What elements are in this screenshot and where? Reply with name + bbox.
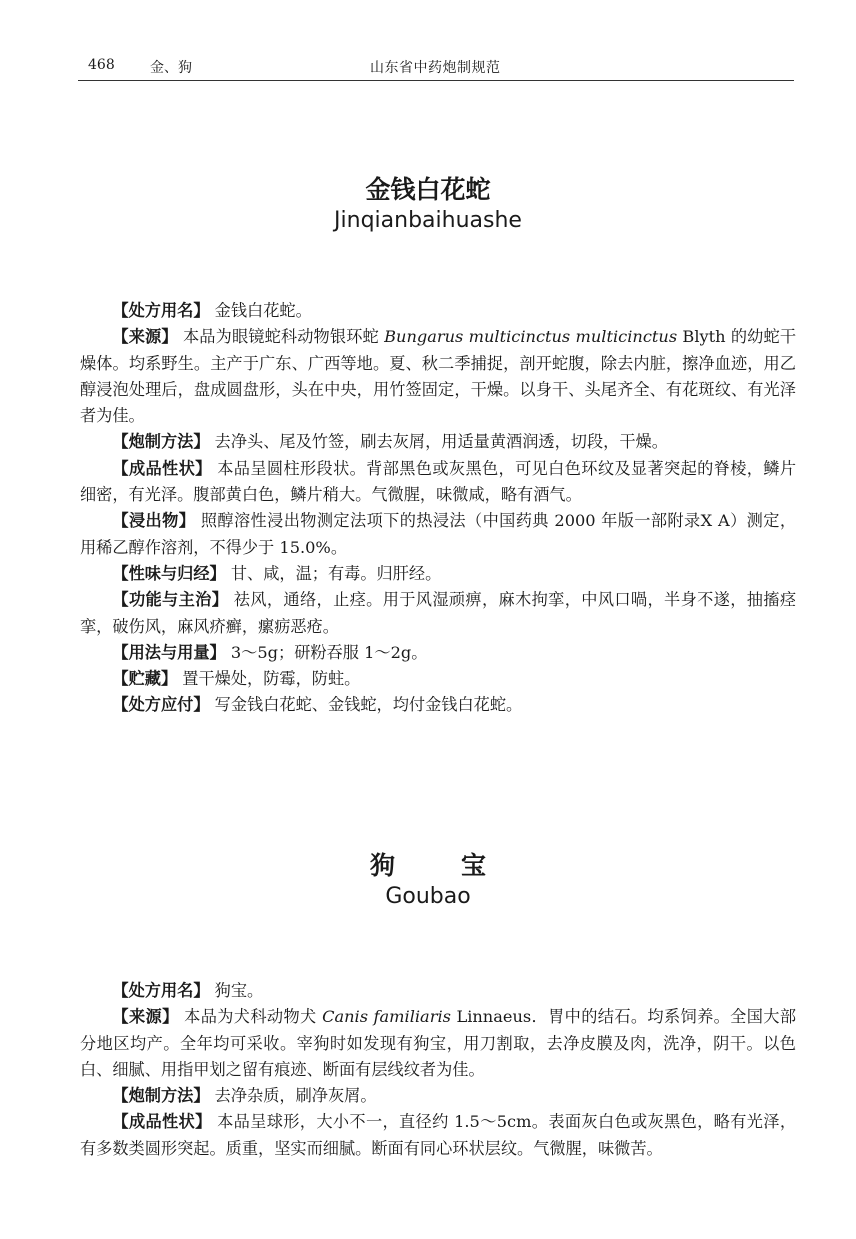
section-label: 【 炮制方法 】	[112, 1086, 209, 1105]
page-header	[78, 54, 794, 80]
section-label: 【 处方用名 】	[112, 981, 209, 1000]
section	[80, 978, 796, 1004]
section-label: 【 来源 】	[112, 1007, 178, 1026]
section-text: 本品呈圆柱形段状。背部黑色或灰黑色，可见白色环纹及显著突起的脊棱，鳞片细密，有光泽。腹部黄白色，鳞片稍大。气微腥，味微咸，略有酒气。	[80, 458, 797, 505]
section-label: 【 成品性状 】	[112, 459, 211, 478]
section-text: Linnaeus．胃中的结石。均系饲养。全国大部分地区均产。全年均可采收。宰狗时如发现有狗宝，用刀割取，去净皮膜及肉，洗净，阴干。以色白、细腻、用指甲划之留有痕迹、断面有层线纹者为佳。	[80, 1007, 797, 1079]
section	[80, 1109, 796, 1162]
latin-name: Canis familiaris	[322, 1007, 451, 1027]
section	[80, 298, 796, 324]
latin-name: Bungarus multicinctus multicinctus	[384, 327, 678, 347]
section-text: 照醇溶性浸出物测定法项下的热浸法（中国药典 2000 年版一部附录Ⅹ A）测定，用稀乙醇作溶剂，不得少于 15.0%。	[80, 511, 797, 557]
section-text: 去净头、尾及竹签，刷去灰屑，用适量黄酒润透，切段，干燥。	[214, 432, 668, 452]
section	[80, 508, 796, 561]
section	[80, 692, 796, 718]
section-text: 置干燥处，防霉，防蛀。	[182, 669, 361, 689]
section	[80, 640, 796, 666]
section-text: 甘、咸，温；有毒。归肝经。	[230, 563, 442, 583]
entry-body	[80, 978, 796, 1162]
entry-title-pinyin: Jinqianbaihuashe	[334, 208, 522, 233]
section-text: 狗宝。	[214, 981, 264, 1000]
section-label: 【 成品性状 】	[112, 1112, 211, 1131]
section-text: 本品为犬科动物犬	[184, 1007, 317, 1027]
section-text: 金钱白花蛇。	[214, 301, 312, 320]
running-head: 金、狗	[150, 60, 192, 76]
section	[80, 666, 796, 692]
section-label: 【 炮制方法 】	[112, 432, 209, 451]
section	[80, 456, 796, 509]
section-text: 去净杂质，刷净灰屑。	[214, 1086, 377, 1106]
section	[80, 429, 796, 455]
entry-title-pinyin: Goubao	[385, 884, 471, 909]
entry-body	[80, 298, 796, 719]
entry-title-cn: 金钱白花蛇	[365, 175, 491, 204]
section-label: 【 处方应付 】	[112, 695, 209, 714]
section-label: 【 用法与用量 】	[112, 643, 225, 662]
book-title: 山东省中药炮制规范	[370, 60, 501, 76]
section-text: Blyth 的幼蛇干燥体。均系野生。主产于广东、广西等地。夏、秋二季捕捉，剖开蛇腹，除去内脏，擦净血迹，用乙醇浸泡处理后，盘成圆盘形，头在中央，用竹签固定，干燥。以身干、头尾齐全、有花斑纹、有光泽者为佳。	[80, 327, 797, 426]
page-number: 468	[88, 57, 115, 73]
section	[80, 1004, 796, 1083]
section	[80, 324, 796, 429]
section	[80, 587, 796, 640]
section-label: 【 功能与主治 】	[112, 590, 228, 609]
entry-title-cn: 狗宝	[369, 851, 552, 880]
section	[80, 561, 796, 587]
section-label: 【 来源 】	[112, 327, 177, 346]
section-label: 【 浸出物 】	[112, 511, 195, 530]
section-label: 【 性味与归经 】	[112, 564, 225, 583]
section-label: 【 贮藏 】	[112, 669, 177, 688]
section-text: 写金钱白花蛇、金钱蛇，均付金钱白花蛇。	[214, 695, 523, 715]
section-text: 祛风，通络，止痉。用于风湿顽痹，麻木拘挛，中风口喎，半身不遂，抽搐痉挛，破伤风，麻风疥癣，瘰疬恶疮。	[80, 590, 797, 636]
header-rule	[78, 80, 794, 81]
section-text: 本品呈球形，大小不一，直径约 1.5～5cm。表面灰白色或灰黑色，略有光泽，有多数类圆形突起。质重，坚实而细腻。断面有同心环状层纹。气微腥，味微苦。	[80, 1112, 797, 1158]
section	[80, 1083, 796, 1109]
section-text: 3～5g；研粉吞服 1～2g。	[230, 642, 428, 662]
section-text: 本品为眼镜蛇科动物银环蛇	[182, 327, 379, 347]
section-label: 【 处方用名 】	[112, 301, 209, 320]
